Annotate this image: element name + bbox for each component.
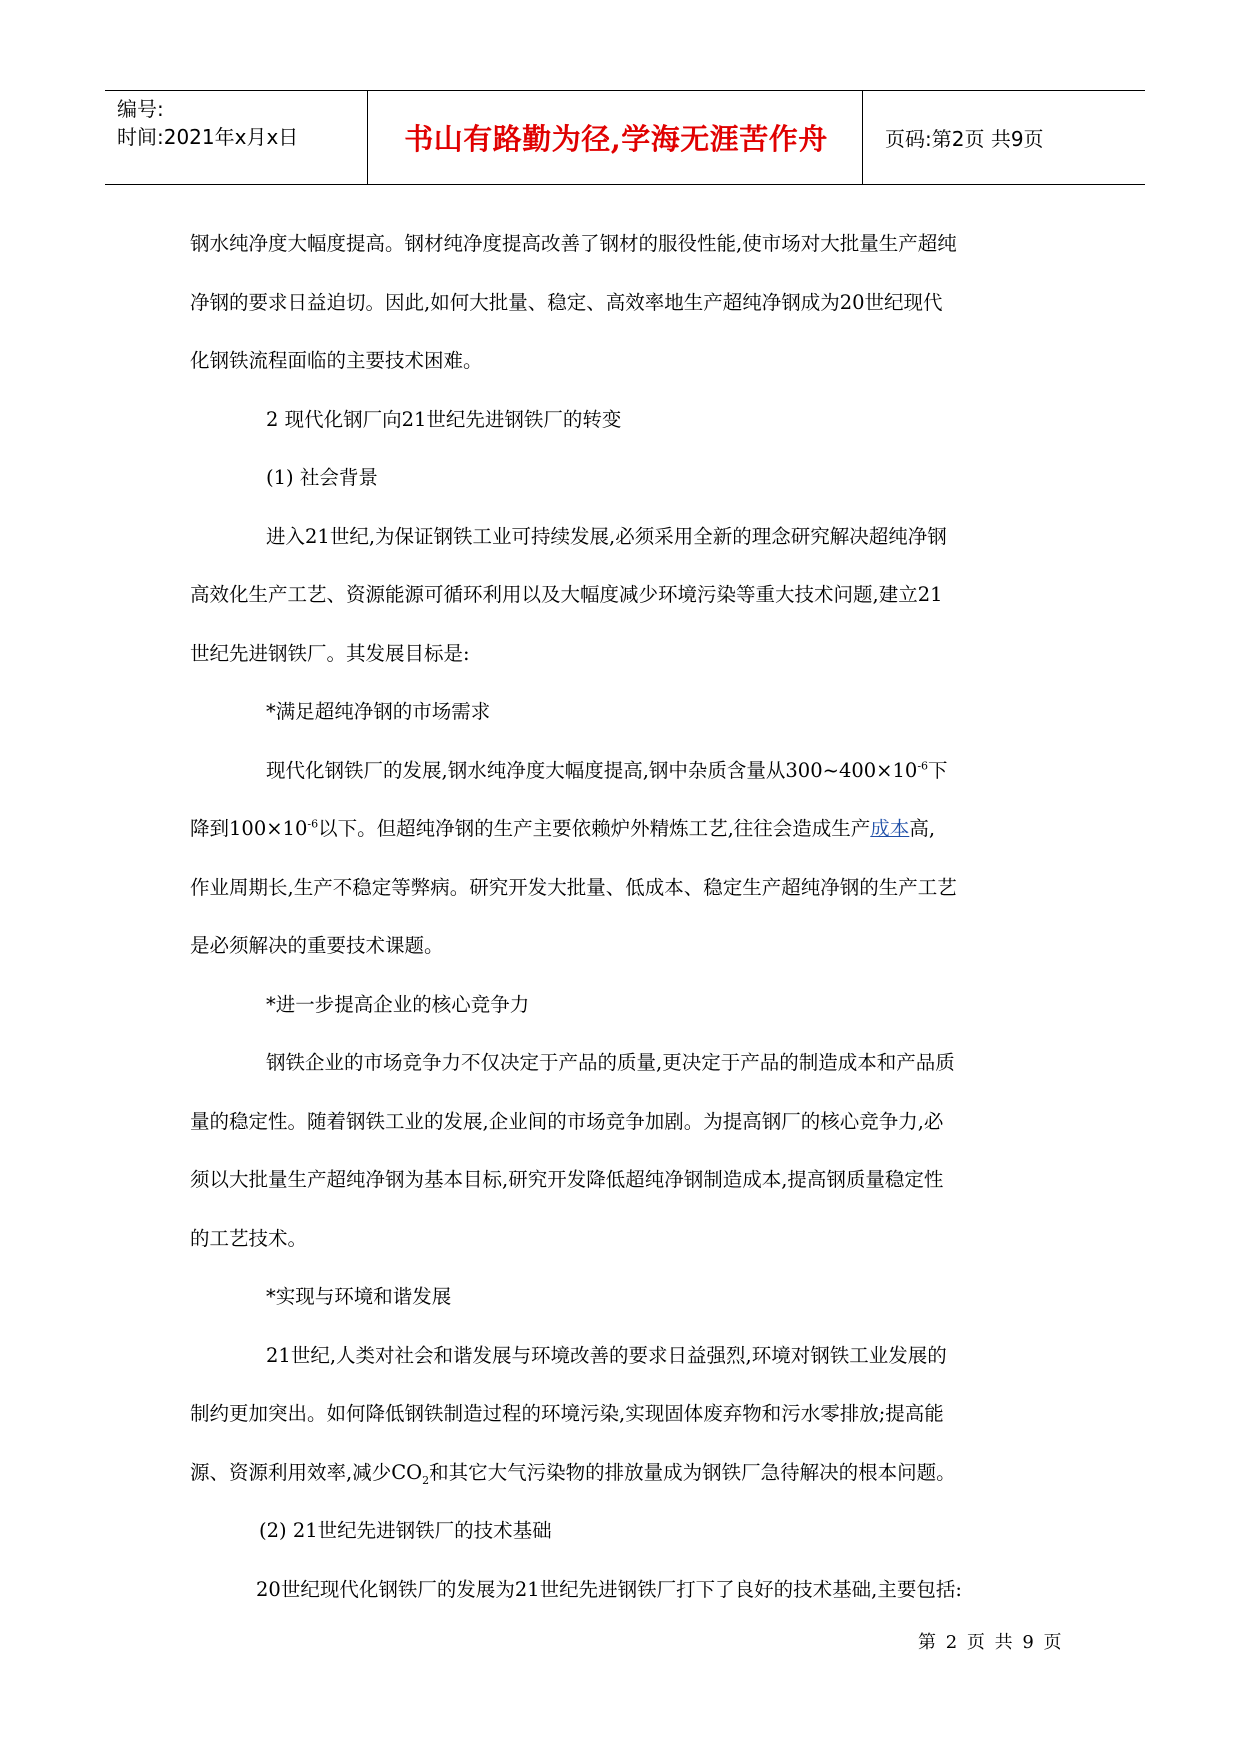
cost-link[interactable]: 成本 (870, 817, 910, 840)
paragraph-line: 进入21世纪,为保证钢铁工业可持续发展,必须采用全新的理念研究解决超纯净钢 (266, 524, 947, 548)
paragraph-line: 钢铁企业的市场竞争力不仅决定于产品的质量,更决定于产品的制造成本和产品质 (266, 1051, 955, 1074)
superscript: -6 (917, 759, 929, 772)
paragraph-line: 是必须解决的重要技术课题。 (190, 934, 444, 957)
paragraph-line (190, 1444, 1065, 1503)
paragraph-line: 化钢铁流程面临的主要技术困难。 (190, 349, 483, 372)
header-meta (117, 95, 367, 151)
paragraph-line: 钢水纯净度大幅度提高。钢材纯净度提高改善了钢材的服役性能,使市场对大批量生产超纯 (190, 232, 957, 255)
page-footer: 第 2 页 共 9 页 (918, 1632, 1064, 1653)
time-label: 时间:2021年x月x日 (117, 125, 299, 149)
header-page-info: 页码:第2页 共9页 (885, 127, 1044, 151)
paragraph-line: 21世纪,人类对社会和谐发展与环境改善的要求日益强烈,环境对钢铁工业发展的 (266, 1343, 947, 1367)
paragraph-line: 净钢的要求日益迫切。因此,如何大批量、稳定、高效率地生产超纯净钢成为20世纪现代 (190, 290, 943, 314)
bullet-heading: *实现与环境和谐发展 (266, 1285, 452, 1308)
serial-label: 编号: (117, 97, 164, 121)
section-heading: 2 现代化钢厂向21世纪先进钢铁厂的转变 (266, 407, 622, 431)
paragraph-line: 制约更加突出。如何降低钢铁制造过程的环境污染,实现固体废弃物和污水零排放;提高能 (190, 1402, 944, 1425)
subscript: 2 (422, 1473, 430, 1487)
subsection-heading: (2) 21世纪先进钢铁厂的技术基础 (259, 1519, 552, 1542)
document-header (105, 90, 1145, 185)
text-run: 高, (909, 817, 936, 840)
paragraph-line (190, 742, 1065, 801)
text-run: 以下。但超纯净钢的生产主要依赖炉外精炼工艺,往往会造成生产 (318, 817, 871, 840)
text-run: 下 (928, 758, 948, 782)
header-divider (862, 91, 863, 184)
subsection-heading: (1) 社会背景 (266, 466, 378, 489)
paragraph-line: 须以大批量生产超纯净钢为基本目标,研究开发降低超纯净钢制造成本,提高钢质量稳定性 (190, 1168, 944, 1191)
paragraph-line: 世纪先进钢铁厂。其发展目标是: (190, 641, 470, 665)
paragraph-line: 作业周期长,生产不稳定等弊病。研究开发大批量、低成本、稳定生产超纯净钢的生产工艺 (190, 875, 957, 899)
superscript: -6 (307, 817, 319, 831)
text-run: 降到100×10 (190, 817, 308, 840)
header-motto: 书山有路勤为径,学海无涯苦作舟 (404, 122, 828, 156)
bullet-heading: *进一步提高企业的核心竞争力 (266, 992, 530, 1016)
paragraph-line: 20世纪现代化钢铁厂的发展为21世纪先进钢铁厂打下了良好的技术基础,主要包括: (256, 1577, 962, 1601)
header-divider (367, 91, 368, 184)
text-run: 和其它大气污染物的排放量成为钢铁厂急待解决的根本问题。 (429, 1460, 956, 1484)
paragraph-line: 量的稳定性。随着钢铁工业的发展,企业间的市场竞争加剧。为提高钢厂的核心竞争力,必 (190, 1109, 944, 1133)
bullet-heading: *满足超纯净钢的市场需求 (266, 700, 491, 723)
document-body (190, 215, 1065, 1619)
paragraph-line: 高效化生产工艺、资源能源可循环利用以及大幅度减少环境污染等重大技术问题,建立21 (190, 583, 943, 606)
paragraph-line: 的工艺技术。 (190, 1226, 308, 1250)
text-run: 源、资源利用效率,减少CO (190, 1460, 423, 1484)
paragraph-line (190, 800, 1065, 859)
text-run: 现代化钢铁厂的发展,钢水纯净度大幅度提高,钢中杂质含量从300~400×10 (266, 758, 918, 782)
